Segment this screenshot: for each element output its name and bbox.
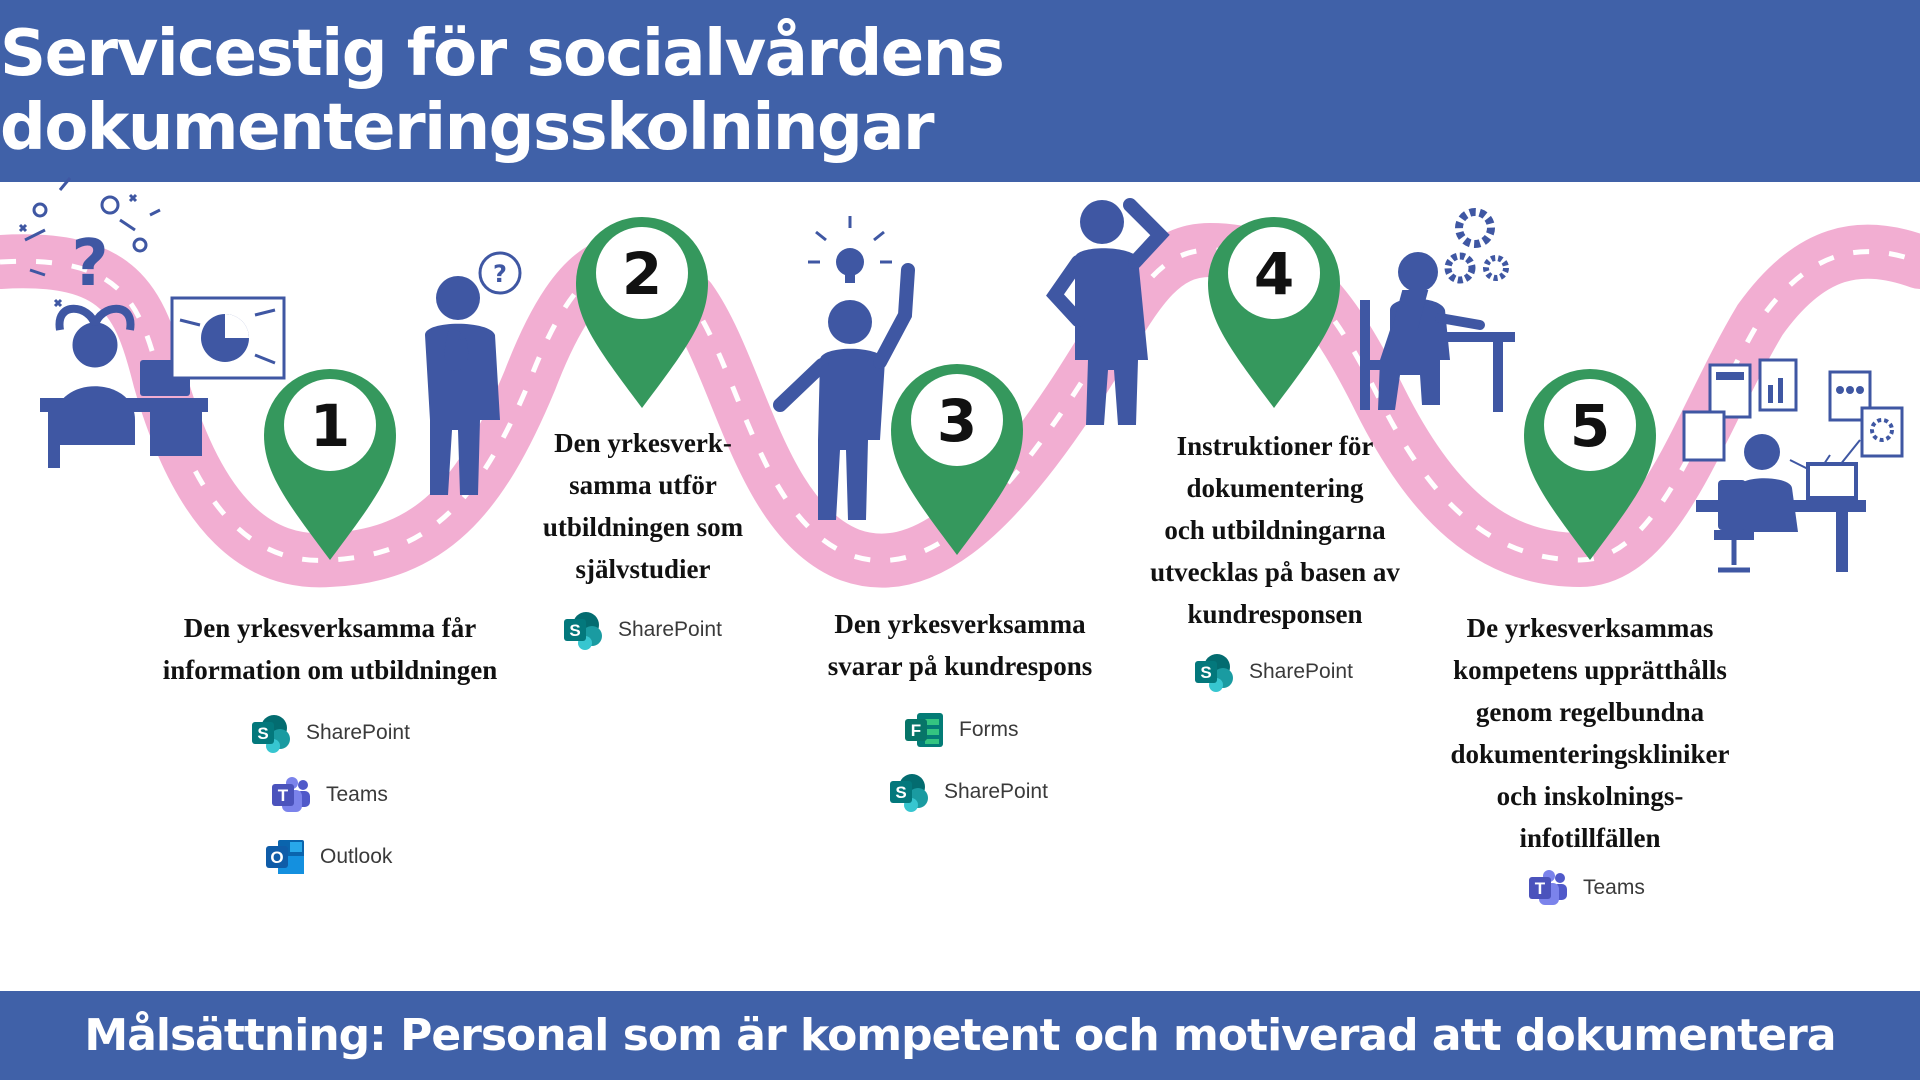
tool-item: S SharePoint: [562, 599, 722, 661]
outlook-icon: [264, 836, 306, 878]
step-number: 2: [621, 240, 663, 308]
developer-with-gears-icon: [1360, 212, 1515, 412]
step-number: 5: [1569, 392, 1611, 460]
svg-text:S: S: [257, 724, 269, 743]
svg-text:S: S: [569, 621, 581, 640]
step-2-description: Den yrkesverk- samma utför utbildningen som självstudier: [542, 428, 744, 584]
step-number: 3: [936, 387, 978, 455]
step-3-description: Den yrkesverksamma svarar på kundrespons: [827, 609, 1093, 681]
step-number: 4: [1253, 240, 1295, 308]
step-1-tools: [250, 702, 410, 888]
tool-item: T Teams: [270, 764, 410, 826]
svg-text:?: ?: [493, 260, 507, 288]
teams-icon: [1527, 867, 1569, 909]
teams-icon: [270, 774, 312, 816]
tool-item: S SharePoint: [888, 761, 1048, 823]
tool-item: O Outlook: [264, 826, 410, 888]
tool-item: S SharePoint: [1193, 641, 1353, 703]
svg-text:T: T: [277, 786, 289, 805]
step-5-tools: [1527, 857, 1645, 919]
step-5-description: De yrkesverksammas kompetens upprätthålls genom regelbundna dokumenteringskliniker och inskolnings- infotillfällen: [1450, 613, 1730, 853]
svg-text:F: F: [910, 721, 922, 740]
sharepoint-icon: [250, 712, 292, 754]
step-3-tools: [895, 699, 1048, 823]
forms-icon: [903, 709, 945, 751]
page-title: Servicestig för socialvårdens dokumenteringsskolningar: [0, 17, 1004, 165]
svg-text:T: T: [1534, 879, 1546, 898]
sharepoint-icon: [888, 771, 930, 813]
sharepoint-icon: [562, 609, 604, 651]
tool-item: T Teams: [1527, 857, 1645, 919]
goal-banner: [0, 991, 1920, 1080]
sharepoint-icon: [1193, 651, 1235, 693]
tool-item: S SharePoint: [250, 702, 410, 764]
svg-text:S: S: [1200, 663, 1212, 682]
svg-text:?: ?: [71, 227, 109, 301]
svg-text:O: O: [270, 848, 284, 867]
step-2-tools: [562, 599, 722, 661]
computer-user-with-documents-icon: [1684, 360, 1902, 572]
step-4-description: Instruktioner för dokumentering och utbildningarna utvecklas på basen av kundresponsen: [1150, 431, 1400, 629]
step-number: 1: [309, 392, 351, 460]
step-4-tools: [1193, 641, 1353, 703]
goal-statement: Målsättning: Personal som är kompetent och motiverad att dokumentera: [84, 1010, 1836, 1061]
step-marker-2: [576, 217, 708, 408]
step-1-description: Den yrkesverksamma får information om utbildningen: [162, 613, 498, 685]
step-marker-4: [1208, 217, 1340, 408]
tool-item: F Forms: [903, 699, 1048, 761]
svg-text:S: S: [895, 783, 907, 802]
